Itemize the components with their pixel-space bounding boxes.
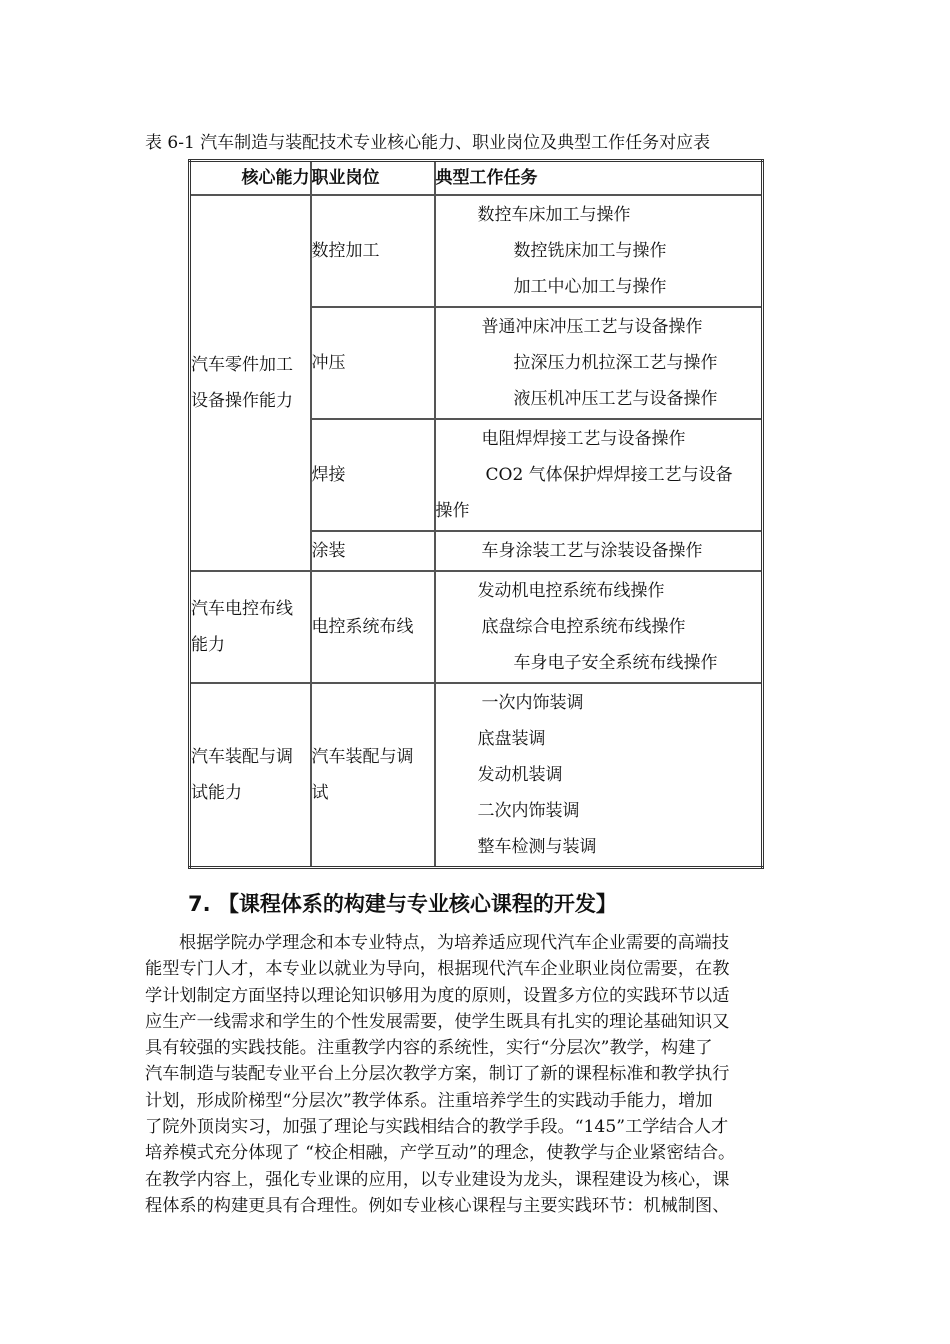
post-line: 焊接 xyxy=(311,465,346,485)
post-cell xyxy=(311,419,435,531)
header-tasks: 典型工作任务 xyxy=(435,161,763,196)
task-item: 电阻焊焊接工艺与设备操作 xyxy=(481,429,686,449)
task-item: 拉深压力机拉深工艺与操作 xyxy=(513,353,718,373)
ability-line: 汽车装配与调 xyxy=(191,747,293,767)
paragraph-line: 在教学内容上，强化专业课的应用，以专业建设为龙头，课程建设为核心，课 xyxy=(145,1169,730,1190)
ability-line: 能力 xyxy=(191,635,225,655)
task-item: 发动机电控系统布线操作 xyxy=(477,581,665,601)
table-header-row xyxy=(190,161,763,196)
task-item: 底盘综合电控系统布线操作 xyxy=(481,617,686,637)
paragraph-line: 计划，形成阶梯型“分层次”教学体系。注重培养学生的实践动手能力，增加 xyxy=(145,1090,713,1111)
tasks-cell xyxy=(435,419,763,531)
header-ability: 核心能力 xyxy=(190,161,311,196)
task-item: 数控车床加工与操作 xyxy=(477,205,631,225)
table-caption: 表 6-1 汽车制造与装配技术专业核心能力、职业岗位及典型工作任务对应表 xyxy=(145,133,711,153)
tasks-cell xyxy=(435,571,763,683)
paragraph-line: 了院外顶岗实习，加强了理论与实践相结合的教学手段。“145”工学结合人才 xyxy=(145,1117,729,1138)
paragraph-line: 具有较强的实践技能。注重教学内容的系统性，实行“分层次”教学，构建了 xyxy=(145,1038,713,1059)
ability-line: 试能力 xyxy=(191,783,242,803)
task-item: 车身涂装工艺与涂装设备操作 xyxy=(481,541,703,561)
ability-line: 设备操作能力 xyxy=(191,391,293,411)
header-post: 职业岗位 xyxy=(311,161,435,196)
paragraph-line: 应生产一线需求和学生的个性发展需要，使学生既具有扎实的理论基础知识又 xyxy=(145,1011,730,1032)
tasks-cell xyxy=(435,195,763,307)
post-line: 电控系统布线 xyxy=(311,617,414,637)
task-item: CO2 气体保护焊焊接工艺与设备 xyxy=(485,465,733,485)
ability-line: 汽车零件加工 xyxy=(191,355,293,375)
post-line: 涂装 xyxy=(311,541,346,561)
ability-cell xyxy=(190,195,311,571)
tasks-cell xyxy=(435,307,763,419)
task-item: 加工中心加工与操作 xyxy=(513,277,667,297)
task-item: 操作 xyxy=(435,501,470,521)
post-line: 冲压 xyxy=(311,353,346,373)
post-cell xyxy=(311,683,435,868)
post-line: 试 xyxy=(311,783,329,803)
task-item: 车身电子安全系统布线操作 xyxy=(513,653,718,673)
tasks-cell xyxy=(435,531,763,571)
post-line: 汽车装配与调 xyxy=(311,747,414,767)
competency-table xyxy=(188,159,764,869)
ability-cell xyxy=(190,571,311,683)
section-heading: 7. 【课程体系的构建与专业核心课程的开发】 xyxy=(188,892,617,916)
paragraph-line: 培养模式充分体现了 “校企相融，产学互动”的理念，使教学与企业紧密结合。 xyxy=(145,1143,736,1164)
ability-line: 汽车电控布线 xyxy=(191,599,293,619)
tasks-cell xyxy=(435,683,763,868)
post-line: 数控加工 xyxy=(311,241,380,261)
task-item: 普通冲床冲压工艺与设备操作 xyxy=(481,317,703,337)
paragraph-line: 汽车制造与装配专业平台上分层次教学方案，制订了新的课程标准和教学执行 xyxy=(145,1064,730,1085)
task-item: 一次内饰装调 xyxy=(481,693,584,713)
post-cell xyxy=(311,307,435,419)
task-item: 整车检测与装调 xyxy=(477,837,597,857)
paragraph-line: 能型专门人才，本专业以就业为导向，根据现代汽车企业职业岗位需要，在教 xyxy=(145,959,730,980)
task-item: 数控铣床加工与操作 xyxy=(513,241,667,261)
post-cell xyxy=(311,531,435,571)
post-cell xyxy=(311,571,435,683)
table-row xyxy=(190,683,763,868)
paragraph-line: 根据学院办学理念和本专业特点，为培养适应现代汽车企业需要的高端技 xyxy=(179,933,730,953)
task-item: 液压机冲压工艺与设备操作 xyxy=(513,389,718,409)
paragraph-line: 学计划制定方面坚持以理论知识够用为度的原则，设置多方位的实践环节以适 xyxy=(145,985,730,1006)
table-row xyxy=(190,571,763,683)
task-item: 底盘装调 xyxy=(477,729,546,749)
post-cell xyxy=(311,195,435,307)
task-item: 发动机装调 xyxy=(477,765,563,785)
table-row xyxy=(190,195,763,307)
ability-cell xyxy=(190,683,311,868)
paragraph-line: 程体系的构建更具有合理性。例如专业核心课程与主要实践环节：机械制图、 xyxy=(145,1195,730,1216)
body-paragraph xyxy=(145,930,810,1219)
task-item: 二次内饰装调 xyxy=(477,801,580,821)
